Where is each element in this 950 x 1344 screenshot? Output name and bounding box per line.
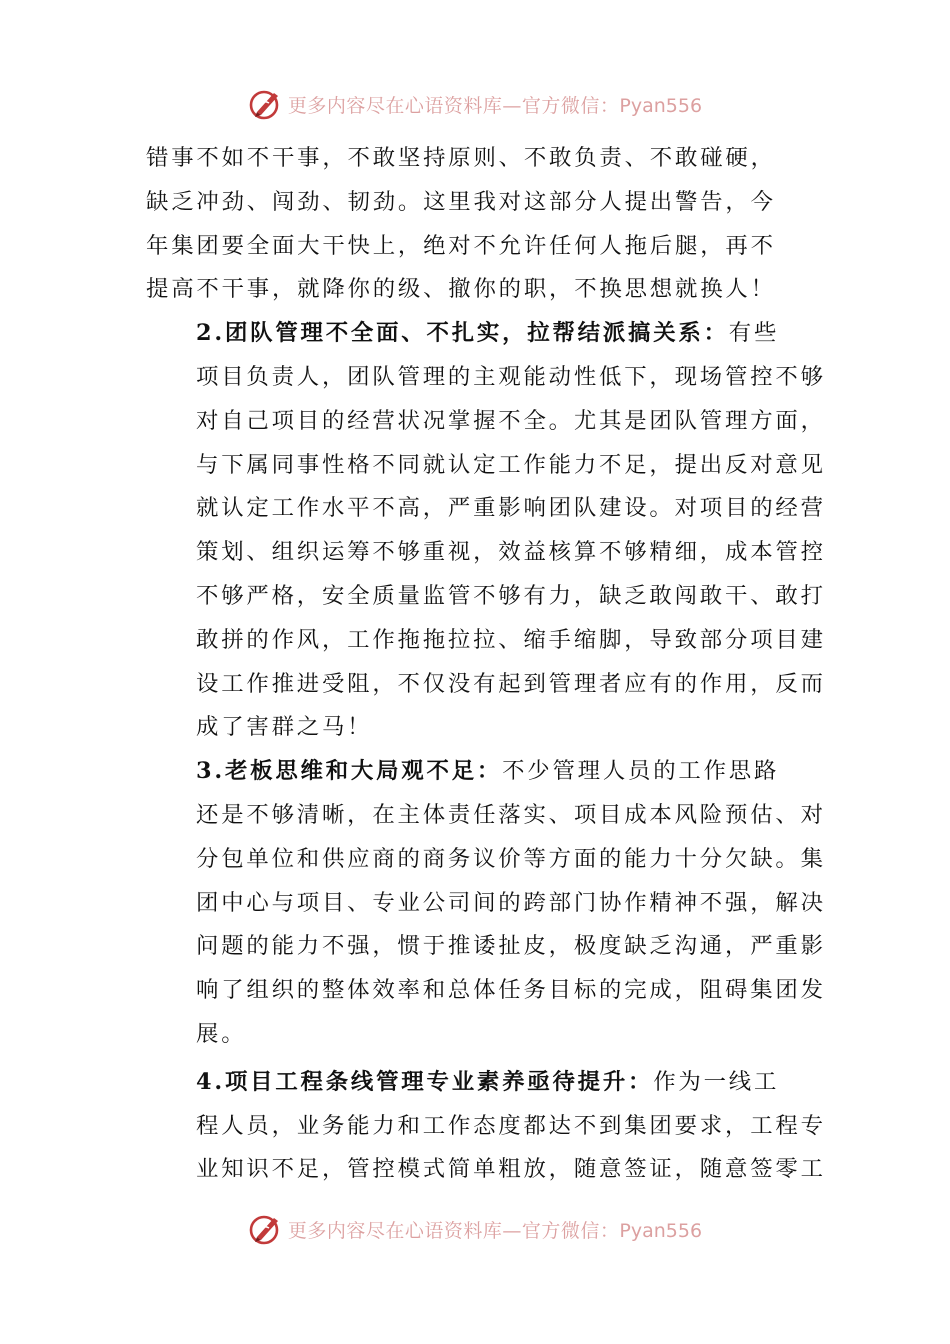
text-line: 敢拼的作风，工作拖拖拉拉、缩手缩脚，导致部分项目建 bbox=[196, 626, 826, 653]
text-line: 成了害群之马！ bbox=[196, 714, 373, 741]
text-line: 业知识不足，管控模式简单粗放，随意签证，随意签零工 bbox=[196, 1156, 826, 1183]
paragraph-3 bbox=[146, 750, 826, 1057]
text-line: 不够严格，安全质量监管不够有力，缺乏敢闯敢干、敢打 bbox=[196, 582, 826, 609]
text-line: 对自己项目的经营状况掌握不全。尤其是团队管理方面， bbox=[196, 407, 826, 434]
pen-seal-icon bbox=[248, 86, 284, 122]
watermark-text: 更多内容尽在心语资料库—官方微信：Pyan556 bbox=[287, 1219, 703, 1242]
heading-trailing-text: 不少管理人员的工作思路 bbox=[502, 758, 780, 785]
text-line: 设工作推进受阻，不仅没有起到管理者应有的作用，反而 bbox=[196, 670, 826, 697]
text-line: 策划、组织运筹不够重视，效益核算不够精细，成本管控 bbox=[196, 539, 826, 566]
paragraph-4 bbox=[146, 1061, 826, 1192]
section-heading-4: 4.项目工程条线管理专业素养亟待提升： bbox=[196, 1068, 654, 1095]
text-line: 分包单位和供应商的商务议价等方面的能力十分欠缺。集 bbox=[196, 845, 826, 872]
text-line: 问题的能力不强，惯于推诿扯皮，极度缺乏沟通，严重影 bbox=[196, 933, 826, 960]
section-heading-2: 2.团队管理不全面、不扎实，拉帮结派搞关系： bbox=[196, 320, 729, 347]
text-line: 响了组织的整体效率和总体任务目标的完成，阻碍集团发 bbox=[196, 977, 826, 1004]
text-line: 项目负责人，团队管理的主观能动性低下，现场管控不够 bbox=[196, 363, 826, 390]
watermark-text: 更多内容尽在心语资料库—官方微信：Pyan556 bbox=[287, 94, 703, 117]
text-line: 与下属同事性格不同就认定工作能力不足，提出反对意见 bbox=[196, 451, 826, 478]
text-line bbox=[146, 1061, 810, 1105]
text-line: 提高不干事，就降你的级、撤你的职，不换思想就换人！ bbox=[146, 276, 776, 303]
text-line: 就认定工作水平不高，严重影响团队建设。对项目的经营 bbox=[196, 495, 826, 522]
text-line bbox=[146, 750, 810, 794]
paragraph-continued bbox=[146, 137, 810, 312]
section-heading-3: 3.老板思维和大局观不足： bbox=[196, 758, 503, 785]
text-line: 年集团要全面大干快上，绝对不允许任何人拖后腿，再不 bbox=[146, 232, 776, 259]
text-line: 展。 bbox=[196, 1020, 247, 1047]
text-line bbox=[146, 312, 810, 356]
text-line: 缺乏冲劲、闯劲、韧劲。这里我对这部分人提出警告，今 bbox=[146, 188, 776, 215]
pen-seal-icon bbox=[248, 1211, 284, 1247]
footer-watermark bbox=[0, 1205, 950, 1253]
heading-trailing-text: 有些 bbox=[728, 320, 780, 347]
text-line: 程人员，业务能力和工作态度都达不到集团要求，工程专 bbox=[196, 1112, 826, 1139]
document-body bbox=[146, 137, 826, 1192]
paragraph-2 bbox=[146, 312, 826, 750]
text-line: 错事不如不干事，不敢坚持原则、不敢负责、不敢碰硬， bbox=[146, 145, 776, 171]
header-watermark bbox=[0, 80, 950, 128]
text-line: 还是不够清晰，在主体责任落实、项目成本风险预估、对 bbox=[196, 801, 826, 828]
heading-trailing-text: 作为一线工 bbox=[653, 1068, 780, 1095]
text-line: 团中心与项目、专业公司间的跨部门协作精神不强，解决 bbox=[196, 889, 826, 916]
